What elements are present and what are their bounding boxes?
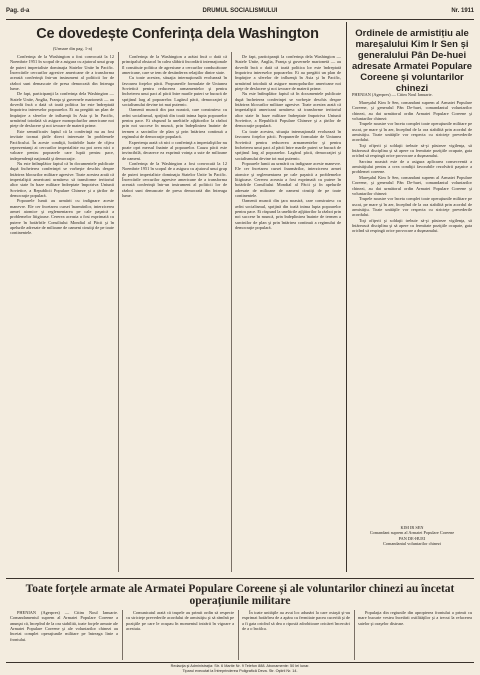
- side-dateline: PHENIAN (Agerpres) — Citim Noul Ianuarie.: [352, 92, 433, 97]
- bottom-column-2: [126, 610, 234, 660]
- column-divider: [118, 52, 119, 572]
- page-number: Pag. d-a: [6, 8, 30, 14]
- signature-role: Comandant suprem al Armatei Populare Coreene: [369, 530, 455, 536]
- main-column-1: [10, 54, 114, 571]
- paragraph: Cu toate acestea, situaţia internaţională evoluează în favoarea forţelor păcii. Propunerile formulate de Uniunea Sovietică pentru reducerea armamentelor şi pentru încheierea unui pact al păcii între marile puteri se bucură de sprijinul larg al popoarelor. Lagărul păcii, democraţiei şi socialismului devine tot mai puternic.: [122, 75, 227, 108]
- newspaper-name: DRUMUL SOCIALISMULUI: [202, 8, 278, 14]
- bottom-column-1: [10, 610, 118, 660]
- paragraph: De fapt, participanţii la conferinţa dela Washington — Statele Unite, Anglia, Franţa şi guvernele marionetă — au dovedit încă o dată că toată politica lor este îndreptată împotriva intereselor popoarelor. Ei au pregătit un plan de împărţire a sferelor de influenţă în Asia şi în Pacific, urmărind totodată să asigure monopolurilor americane noi pieţe de desfacere şi noi izvoare de materii prime.: [235, 54, 341, 92]
- bottom-headline: Toate forțele armate ale Armatei Populare Coreene și ale voluntarilor chinezi au încetat operațiunile militare: [25, 583, 455, 607]
- signature-name: KIM IR SEN: [400, 525, 424, 530]
- paragraph: Toţi ofiţerii şi soldaţii trebuie să-şi păstreze vigilenţa, să întărească disciplina şi să apere cu fermitate poziţiile ocupate, gata oricînd să respingă orice provocare a duşmanului.: [352, 217, 472, 234]
- column-divider: [354, 610, 355, 660]
- main-headline: Ce dovedește Conferința dela Washington: [36, 26, 319, 42]
- column-divider: [231, 52, 232, 572]
- paragraph: Trupele noastre vor înceta complet toate operaţiunile militare pe uscat, pe mare şi în aer, începînd de la ora stabilită prin acordul de armistiţiu. Toate unităţile vor respecta cu stricteţe prevederile acordului.: [352, 121, 472, 143]
- main-column-3: [235, 54, 341, 571]
- paragraph: Popoarele lumii au urmărit cu indignare aceste manevre. Ele cer încetarea cursei înarmărilor, interzicerea armei atomice şi reglementarea pe cale paşnică a problemelor litigioase. Cererea aceasta a fost exprimată cu putere în hotărîrile Consiliului Mondial al Păcii şi în apelurile adresate de milioane de oameni cinstiţi de pe toate continentele.: [235, 160, 341, 198]
- paragraph: Mareşalul Kim Ir Sen, comandant suprem al Armatei Populare Coreene, şi generalul Pân De-huei, comandantul voluntarilor chinezi, au dat următorul ordin Armatei Populare Coreene şi voluntarilor chinezi:: [352, 174, 472, 196]
- paragraph: Populaţia din regiunile din apropierea frontului a primit cu mare bucurie vestea încetării ostilităţilor şi a trecut la refacerea satelor şi oraşelor distruse.: [358, 610, 472, 626]
- issue-number: Nr. 1911: [451, 8, 474, 14]
- paragraph: Conferinţa de la Washington a fost convocată la 12 Noembrie 1951 în scopul de a asigura cu ajutorul unui grup de puteri imperialiste dominaţia Statelor Unite în Pacific. Încercările cercurilor agresive americane de a transforma această conferinţă într-un instrument al politicii lor de război sunt demascate de presa democrată din întreaga lume.: [10, 54, 114, 92]
- paragraph: Conferinţa de la Washington a fost convocată la 12 Noembrie 1951 în scopul de a asigura cu ajutorul unui grup de puteri imperialiste dominaţia Statelor Unite în Pacific. Încercările cercurilor agresive americane de a transforma această conferinţă într-un instrument al politicii lor de război sunt demascate de presa democrată din întreaga lume.: [122, 160, 227, 198]
- paragraph: Trupele noastre vor înceta complet toate operaţiunile militare pe uscat, pe mare şi în aer, începînd de la ora stabilită prin acordul de armistiţiu. Toate unităţile vor respecta cu stricteţe prevederile acordului.: [352, 196, 472, 218]
- paragraph: Este semnificativ faptul că la conferinţă nu au fost invitate tocmai ţările direct interesate în problemele Pacificului. În aceste condiţii, hotărîrile luate de cîţiva reprezentanţi ai cercurilor imperialiste nu pot avea nici o valoare pentru popoarele care luptă pentru pace, independenţă naţională şi democraţie.: [10, 128, 114, 161]
- main-column-2: [122, 54, 227, 571]
- paragraph: Experienţa arată că nici o conferinţă a imperialiştilor nu poate opri mersul înainte al popoarelor. Cauza păcii este invincibilă, deoarece ea exprimă voinţa a sute de milioane de oameni.: [122, 139, 227, 161]
- paragraph: PHENIAN (Agerpres) — Citim Noul Ianuarie. Comandamentul suprem al Armatei Populare Coreene a anunţat că, începînd de la ora stabilită, toate forţele armate ale Armatei Populare Coreene şi ale voluntarilor chinezi au încetat complet operaţiunile militare pe întreaga linie a frontului.: [10, 610, 118, 642]
- paragraph: Sarcina noastră este de a asigura aplicarea consecventă a armistiţiului pentru a crea condiţii favorabile rezolvării paşnice a problemei coreene.: [352, 158, 472, 175]
- footer-line: Tiparul executat la Întreprinderea Poligrafică Deva. Str. Oştirii Nr. 14.: [182, 669, 298, 673]
- paragraph: Comunicatul arată că trupele au primit ordin să respecte cu stricteţe prevederile acordului de armistiţiu şi să rămînă pe poziţiile pe care le ocupau în momentul intrării în vigoare a acestuia.: [126, 610, 234, 632]
- paragraph: Nu este întîmplător faptul că în documentele publicate după încheierea conferinţei se vorbeşte deschis despre întărirea blocurilor militare agresive. Toate acestea arată că imperialiştii americani urmăresc să transforme teritoriul altor state în baze militare îndreptate împotriva Uniunii Sovietice, a Republicii Populare Chineze şi a ţărilor de democraţie populară.: [235, 91, 341, 129]
- main-subtitle: (Urmare din pag. 1-a): [52, 46, 93, 51]
- paragraph: Mareşalul Kim Ir Sen, comandant suprem al Armatei Populare Coreene, şi generalul Pân De-huei, comandantul voluntarilor chinezi, au dat următorul ordin Armatei Populare Coreene şi voluntarilor chinezi:: [352, 100, 472, 122]
- paragraph: Cu toate acestea, situaţia internaţională evoluează în favoarea forţelor păcii. Propunerile formulate de Uniunea Sovietică pentru reducerea armamentelor şi pentru încheierea unui pact al păcii între marile puteri se bucură de sprijinul larg al popoarelor. Lagărul păcii, democraţiei şi socialismului devine tot mai puternic.: [235, 128, 341, 161]
- side-divider: [346, 22, 347, 572]
- signature-name: PAN DE-HUEI: [398, 535, 426, 541]
- paragraph: În toate unităţile au avut loc adunări la care ostaşii şi-au exprimat hotărîrea de a apăra cu fermitate pacea cucerită şi de a fi gata oricînd să dea o ripostă zdrobitoare oricărei încercări de a o încălca.: [242, 610, 350, 632]
- signature-block: [352, 525, 472, 546]
- signature-role: Comandantul voluntarilor chinezi: [383, 540, 441, 546]
- paragraph: Oamenii muncii din ţara noastră, care construiesc cu avînt socialismul, sprijină din toată inima lupta popoarelor pentru pace. Ei răspund la uneltirile aţîţătorilor la război prin noi succese în muncă, prin îndeplinirea înainte de termen a sarcinilor de plan şi prin întărirea continuă a regimului de democraţie populară.: [122, 107, 227, 140]
- paragraph: Conferinţa de la Washington a arătat încă o dată că principalul obstacol în calea slăbirii încordării internaţionale îl constituie politica de agresiune a cercurilor conducătoare americane, care se tem de destinderea relaţiilor dintre state.: [122, 54, 227, 76]
- footer-line: Redacţia şi Administraţia: Str. 6 Martie Nr. 9 Telefon 888. Abonamente: 50 lei lunar.: [170, 664, 310, 668]
- masthead-strip: [6, 6, 474, 18]
- column-divider: [238, 610, 239, 660]
- section-rule: [6, 578, 474, 579]
- paragraph: Toţi ofiţerii şi soldaţii trebuie să-şi păstreze vigilenţa, să întărească disciplina şi să apere cu fermitate poziţiile ocupate, gata oricînd să respingă orice provocare a duşmanului.: [352, 142, 472, 159]
- bottom-column-4: [358, 610, 472, 660]
- side-headline: Ordinele de armistițiu ale mareșalului Kim Ir Sen și generalului Pân De-huei adresate Armatei Populare Coreene și voluntarilor chinezi: [351, 28, 473, 94]
- side-article-body: [352, 100, 472, 520]
- column-divider: [122, 610, 123, 660]
- paragraph: Oamenii muncii din ţara noastră, care construiesc cu avînt socialismul, sprijină din toată inima lupta popoarelor pentru pace. Ei răspund la uneltirile aţîţătorilor la război prin noi succese în muncă, prin îndeplinirea înainte de termen a sarcinilor de plan şi prin întărirea continuă a regimului de democraţie populară.: [235, 198, 341, 230]
- footer-rule: [6, 662, 474, 663]
- paragraph: De fapt, participanţii la conferinţa dela Washington — Statele Unite, Anglia, Franţa şi guvernele marionetă — au dovedit încă o dată că toată politica lor este îndreptată împotriva intereselor popoarelor. Ei au pregătit un plan de împărţire a sferelor de influenţă în Asia şi în Pacific, urmărind totodată să asigure monopolurilor americane noi pieţe de desfacere şi noi izvoare de materii prime.: [10, 91, 114, 129]
- paragraph: Nu este întîmplător faptul că în documentele publicate după încheierea conferinţei se vorbeşte deschis despre întărirea blocurilor militare agresive. Toate acestea arată că imperialiştii americani urmăresc să transforme teritoriul altor state în baze militare îndreptate împotriva Uniunii Sovietice, a Republicii Populare Chineze şi a ţărilor de democraţie populară.: [10, 160, 114, 198]
- bottom-column-3: [242, 610, 350, 660]
- paragraph: Popoarele lumii au urmărit cu indignare aceste manevre. Ele cer încetarea cursei înarmărilor, interzicerea armei atomice şi reglementarea pe cale paşnică a problemelor litigioase. Cererea aceasta a fost exprimată cu putere în hotărîrile Consiliului Mondial al Păcii şi în apelurile adresate de milioane de oameni cinstiţi de pe toate continentele.: [10, 198, 114, 236]
- header-rule: [6, 19, 474, 20]
